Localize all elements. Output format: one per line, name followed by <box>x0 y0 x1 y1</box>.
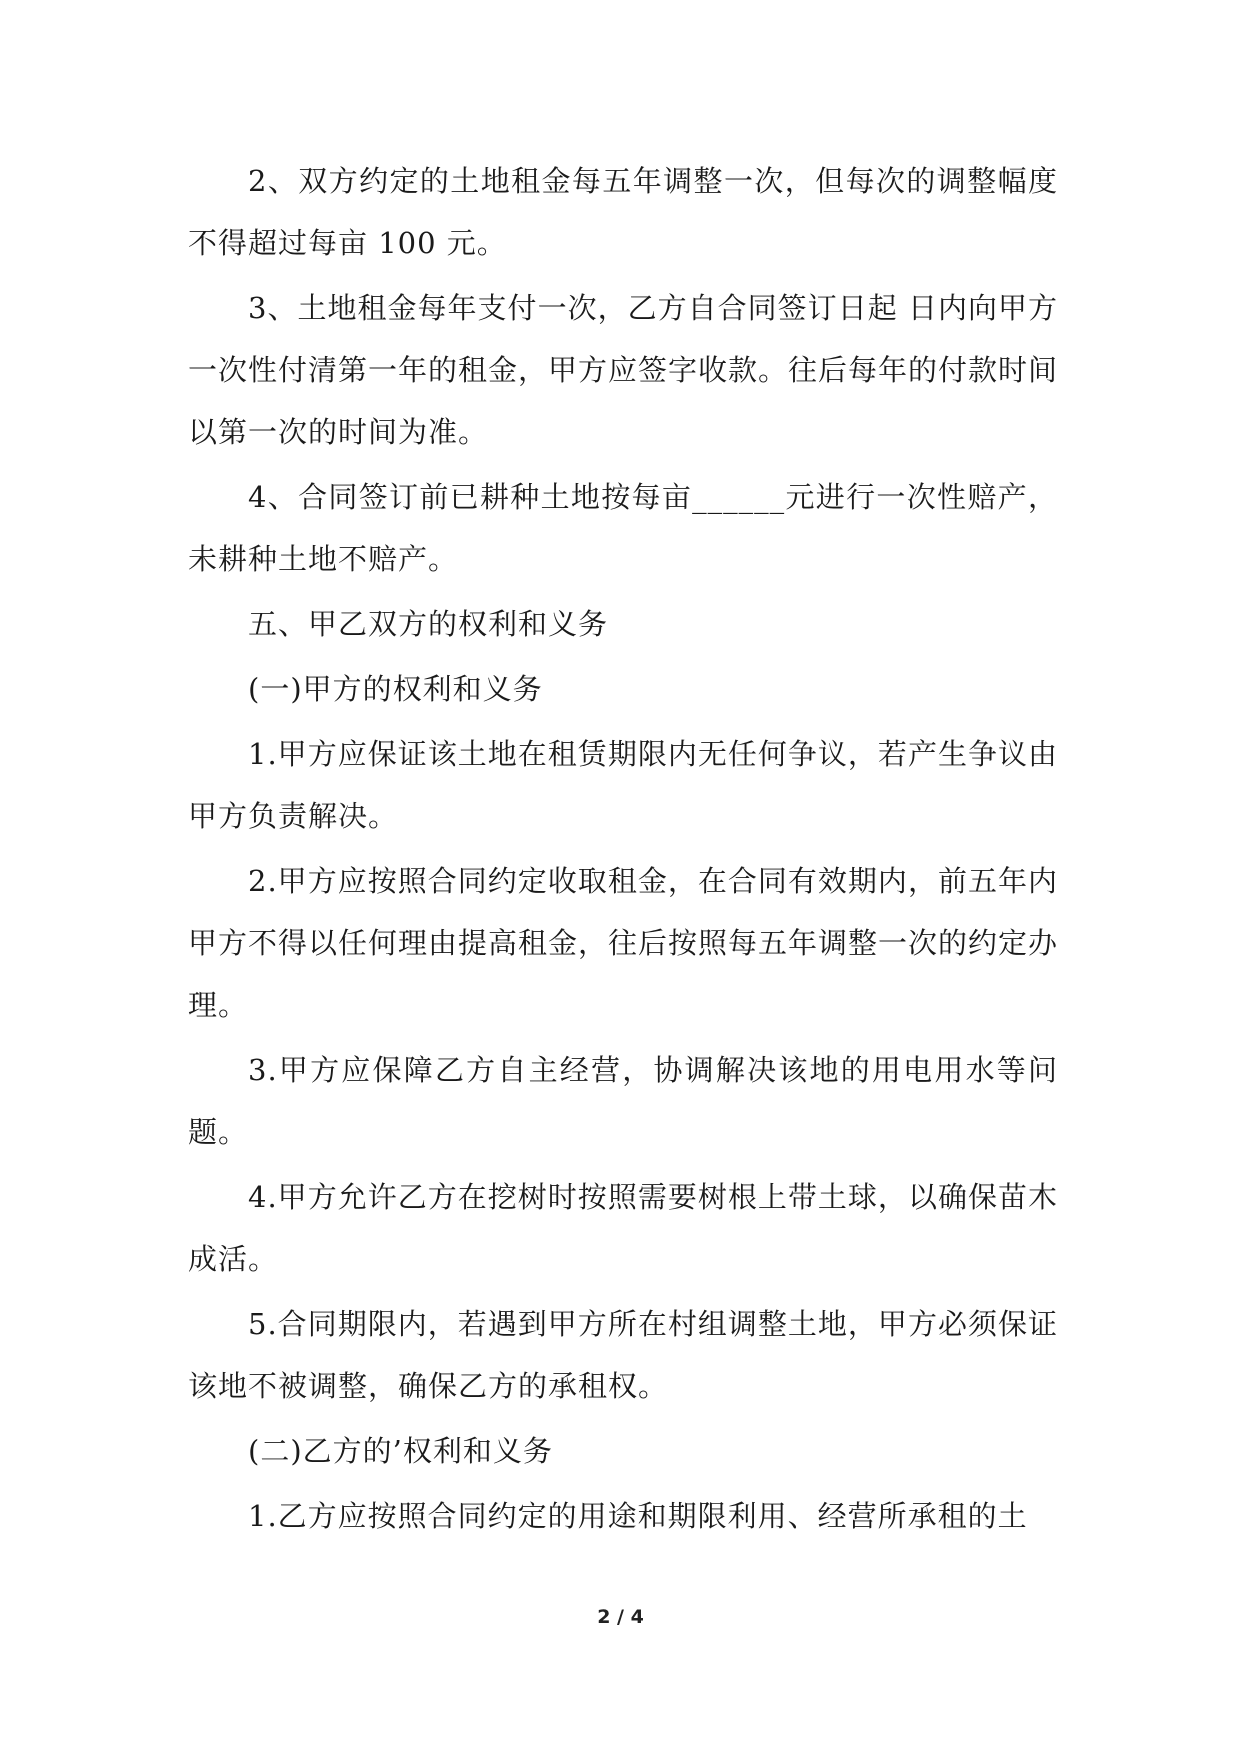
paragraph-party-b-item-1: 1.乙方应按照合同约定的用途和期限利用、经营所承租的土 <box>248 1499 1028 1533</box>
paragraph-party-a-item-5: 5.合同期限内，若遇到甲方所在村组调整土地，甲方必须保证该地不被调整，确保乙方的承租权。 <box>188 1307 1058 1403</box>
subsection-heading-party-a: (一)甲方的权利和义务 <box>248 672 543 706</box>
paragraph-party-a-item-1: 1.甲方应保证该土地在租赁期限内无任何争议，若产生争议由甲方负责解决。 <box>188 737 1058 833</box>
paragraph-rent-payment: 3、土地租金每年支付一次，乙方自合同签订日起 日内向甲方一次性付清第一年的租金，甲方应签字收款。往后每年的付款时间以第一次的时间为准。 <box>188 291 1059 449</box>
paragraph-rent-adjustment: 2、双方约定的土地租金每五年调整一次，但每次的调整幅度不得超过每亩 100 元。 <box>188 164 1058 260</box>
section-heading-rights-obligations: 五、甲乙双方的权利和义务 <box>248 607 609 641</box>
paragraph-party-a-item-4: 4.甲方允许乙方在挖树时按照需要树根上带土球，以确保苗木成活。 <box>188 1180 1058 1276</box>
subsection-heading-party-b: (二)乙方的’权利和义务 <box>248 1434 553 1468</box>
page-number: 2 / 4 <box>597 1606 644 1628</box>
paragraph-crop-compensation: 4、合同签订前已耕种土地按每亩______元进行一次性赔产，未耕种土地不赔产。 <box>188 480 1058 576</box>
paragraph-party-a-item-3: 3.甲方应保障乙方自主经营，协调解决该地的用电用水等问题。 <box>188 1053 1058 1149</box>
document-body <box>188 150 1058 1550</box>
paragraph-party-a-item-2: 2.甲方应按照合同约定收取租金，在合同有效期内，前五年内甲方不得以任何理由提高租金，往后按照每五年调整一次的约定办理。 <box>188 864 1059 1022</box>
